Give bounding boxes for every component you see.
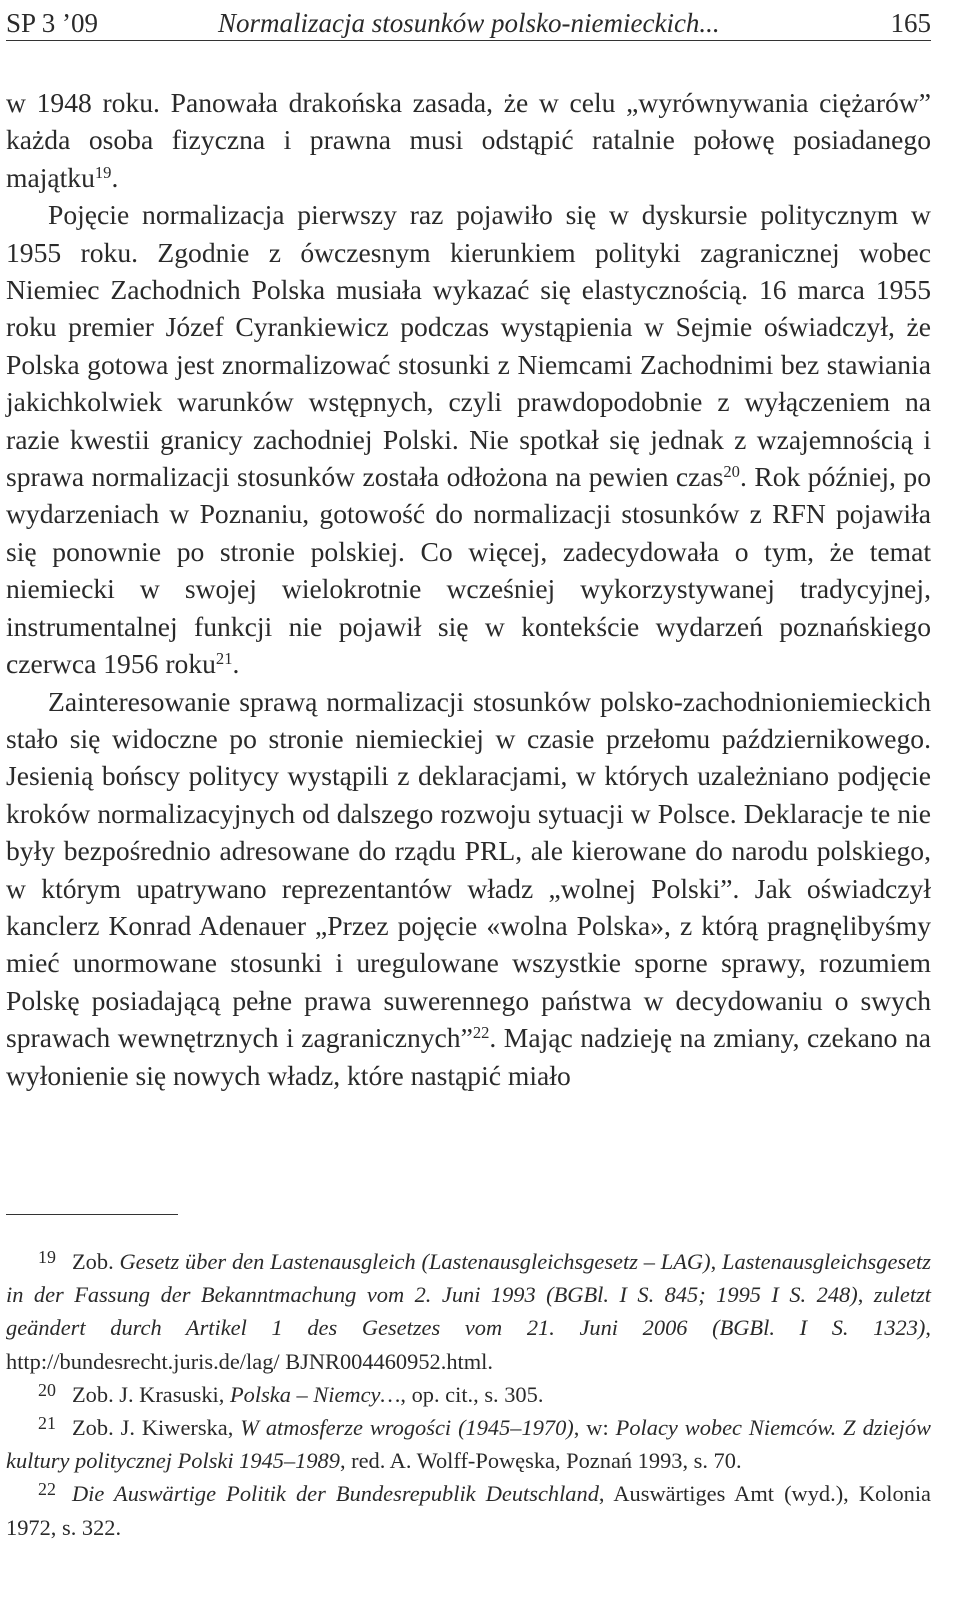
paragraph-2-text-a: Pojęcie normalizacja pierwszy raz pojawiło się w dyskursie politycznym w 1955 roku. Zgodnie z ówczesnym kierunkiem polityki zagranicznej wobec Niemiec Zachodnich Polska musiała wykazać się elastycznością. 16 marca 1955 roku premier Józef Cyrankiewicz podczas wystąpienia w Sejmie oświadczył, że Polska gotowa jest znormalizować stosunki z Niemcami Zachodnimi bez stawiania jakichkolwiek warunków wstępnych, czyli prawdopodobnie z wyłączeniem na razie kwestii granicy zachodniej Polski. Nie spotkał się jednak z wzajemnością i sprawa normalizacji stosunków została odłożona na pewien czas bbox=[6, 199, 931, 493]
footnote-title: Lastenausgleichsgesetz in der Fassung der Bekanntmachung vom 2. Juni 1993 (BGBl. I S. 845; 1995 I S. 248) bbox=[6, 1249, 931, 1308]
footnote-text: , red. A. Wolff-Powęska, Poznań 1993, s. 70. bbox=[339, 1448, 742, 1474]
paragraph-3-text-a: Zainteresowanie sprawą normalizacji stosunków polsko-zachodnioniemieckich stało się widoczne po stronie niemieckiej w czasie przełomu październikowego. Jesienią bońscy politycy wystąpili z deklaracjami, w których uzależniano podjęcie kroków normalizacyjnych od dalszego rozwoju sytuacji w Polsce. Deklaracje te nie były bezpośrednio adresowane do rządu PRL, ale kierowane do narodu polskiego, w którym upatrywano reprezentantów władz „wolnej Polski”. Jak oświadczył kanclerz Konrad Adenauer „Przez pojęcie «wolna Polska», z którą pragnęlibyśmy mieć unormowane stosunki i uregulowane wszystkie sporne sprawy, rozumiem Polskę posiadającą pełne prawa suwerennego państwa w decydowaniu o swych sprawach wewnętrznych i zagranicznych” bbox=[6, 685, 931, 1054]
footnotes bbox=[6, 1245, 931, 1544]
paragraph-3 bbox=[6, 683, 931, 1094]
footnote-21: 21 Zob. J. Kiwerska, W atmosferze wrogości (1945–1970), w: Polacy wobec Niemców. Z dziejów kultury politycznej Polski 1945–1989, red. A. Wolff-Powęska, Poznań 1993, s. 70. bbox=[6, 1412, 931, 1474]
paragraph-2-end: . bbox=[232, 648, 240, 680]
footnote-text: Zob. J. Kiwerska, bbox=[72, 1415, 241, 1441]
footnote-ref-21: 21 bbox=[215, 649, 233, 668]
footnote-ref-20: 20 bbox=[723, 461, 740, 481]
footnote-title: Die Auswärtige Politik der Bundesrepublik Deutschland bbox=[72, 1481, 599, 1507]
paragraph-1 bbox=[6, 84, 931, 196]
footnote-title: Polska – Niemcy… bbox=[229, 1381, 401, 1407]
footnote-text: Zob. J. Krasuski, bbox=[72, 1381, 230, 1407]
running-title: Normalizacja stosunków polsko-niemieckich... bbox=[218, 8, 720, 38]
paragraph-1-end: . bbox=[111, 161, 119, 193]
footnote-title: Polacy wobec Niemców. Z dziejów kultury politycznej Polski 1945–1989 bbox=[6, 1415, 931, 1474]
footnote-text: , w: bbox=[573, 1415, 616, 1441]
running-header bbox=[6, 6, 931, 41]
paragraph-2-text-b: . Rok później, po wydarzeniach w Poznaniu, gotowość do normalizacji stosunków z RFN pojawiła się ponownie po stronie polskiej. Co więcej, zadecydowała o tym, że temat niemiecki w swojej wielokrotnie wcześniej wykorzystywanej tradycyjnej, instrumentalnej funkcji nie pojawił się w kontekście wydarzeń poznańskiego czerwca 1956 roku bbox=[6, 461, 931, 680]
footnote-url: , http://bundesrecht.juris.de/lag/ BJNR004460952.html. bbox=[6, 1315, 931, 1374]
footnote-title: Gesetz über den Lastenausgleich (Lastenausgleichsgesetz – LAG) bbox=[119, 1249, 711, 1274]
paragraph-1-text: w 1948 roku. Panowała drakońska zasada, że w celu „wyrównywania ciężarów” każda osoba fizyczna i prawna musi odstąpić ratalnie połowę posiadanego majątku bbox=[6, 87, 931, 193]
footnote-19: 19 Zob. Gesetz über den Lastenausgleich (Lastenausgleichsgesetz – LAG), Lastenausgleichsgesetz in der Fassung der Bekanntmachung vom 2. Juni 1993 (BGBl. I S. 845; 1995 I S. 248), zuletzt geändert durch Artikel 1 des Gesetzes vom 21. Juni 2006 (BGBl. I S. 1323), http://bundesrecht.juris.de/lag/ BJNR004460952.html. bbox=[6, 1246, 931, 1374]
footnote-20: 20 Zob. J. Krasuski, Polska – Niemcy…, op. cit., s. 305. bbox=[38, 1379, 544, 1407]
paragraph-3-text-b: . Mając nadzieję na zmiany, czekano na wyłonienie się nowych władz, które nastąpić miało bbox=[6, 1022, 931, 1091]
paragraph-2 bbox=[6, 196, 931, 682]
footnote-ref-19: 19 bbox=[94, 162, 112, 182]
footnote-text: Zob. bbox=[72, 1249, 120, 1274]
footnote-divider bbox=[6, 1214, 178, 1215]
footnote-text: , Auswärtiges Amt (wyd.), Kolonia 1972, s. 322. bbox=[6, 1481, 931, 1540]
footnote-title: W atmosferze wrogości (1945–1970) bbox=[240, 1415, 574, 1441]
footnote-22: 22 Die Auswärtige Politik der Bundesrepublik Deutschland, Auswärtiges Amt (wyd.), Kolonia 1972, s. 322. bbox=[6, 1479, 931, 1540]
page-number: 165 bbox=[890, 8, 931, 38]
footnote-text: , bbox=[857, 1282, 874, 1308]
main-text bbox=[6, 84, 931, 1094]
journal-issue: SP 3 ’09 bbox=[6, 8, 99, 38]
footnote-text: , bbox=[710, 1249, 723, 1274]
footnote-title: zuletzt geändert durch Artikel 1 des Gesetzes vom 21. Juni 2006 (BGBl. I S. 1323) bbox=[6, 1282, 931, 1341]
footnote-ref-22: 22 bbox=[472, 1023, 490, 1043]
footnote-text: , op. cit., s. 305. bbox=[400, 1381, 544, 1407]
